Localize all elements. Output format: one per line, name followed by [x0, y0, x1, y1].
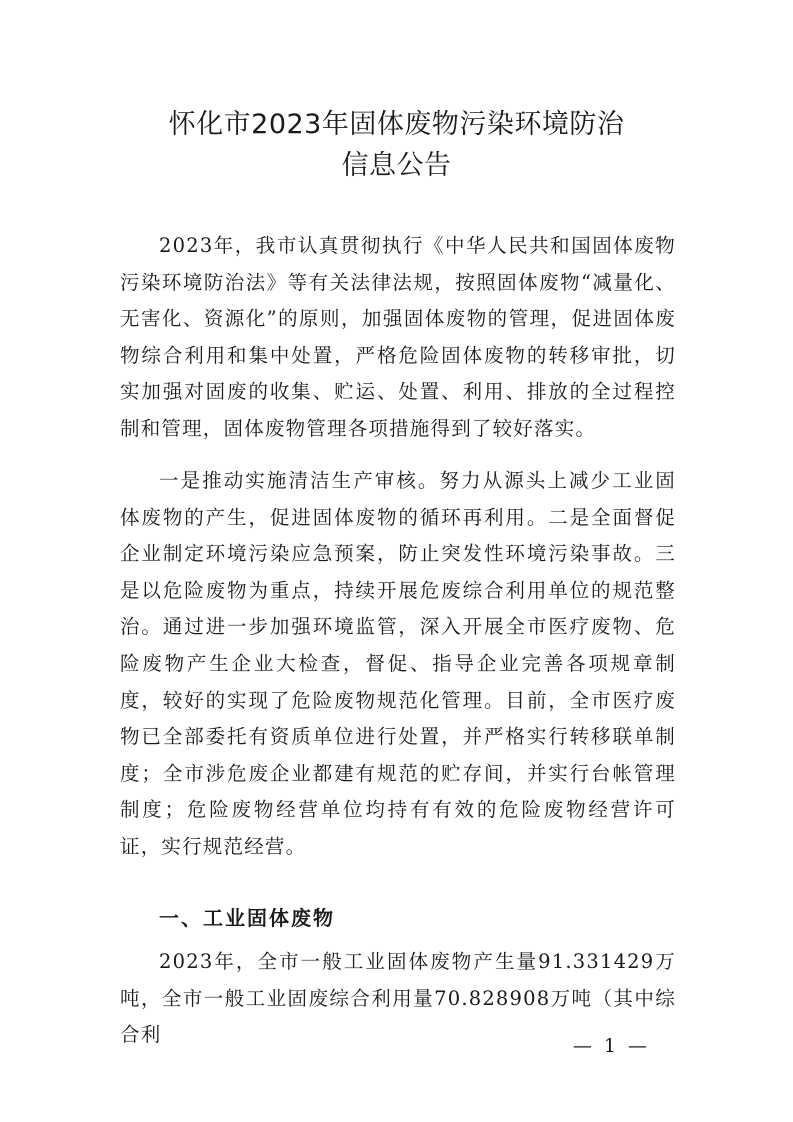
document-title-line-2: 信息公告	[341, 150, 452, 181]
section-heading-industrial-solid-waste: 一、工业固体废物	[159, 906, 335, 930]
paragraph-intro: 2023年，我市认真贯彻执行《中华人民共和国固体废物污染环境防治法》等有关法律法规，按照固体废物“减量化、无害化、资源化”的原则，加强固体废物的管理，促进固体废物综合利用和集中处置，严格危险固体废物的转移审批，切实加强对固废的收集、贮运、处置、利用、排放的全过程控制和管理，固体废物管理各项措施得到了较好落实。	[120, 234, 676, 440]
paragraph-measures: 一是推动实施清洁生产审核。努力从源头上减少工业固体废物的产生，促进固体废物的循环再利用。二是全面督促企业制定环境污染应急预案，防止突发性环境污染事故。三是以危险废物为重点，持续开展危废综合利用单位的规范整治。通过进一步加强环境监管，深入开展全市医疗废物、危险废物产生企业大检查，督促、指导企业完善各项规章制度，较好的实现了危险废物规范化管理。目前，全市医疗废物已全部委托有资质单位进行处置，并严格实行转移联单制度；全市涉危废企业都建有规范的贮存间，并实行台帐管理制度；危险废物经营单位均持有有效的危险废物经营许可证，实行规范经营。	[120, 469, 676, 858]
paragraph-industrial-data: 2023年，全市一般工业固体废物产生量91.331429万吨，全市一般工业固废综合利用量70.828908万吨（其中综合利	[120, 950, 676, 1047]
document-title-line-1: 怀化市2023年固体废物污染环境防治	[168, 109, 625, 140]
page-number: — 1 —	[572, 1035, 650, 1057]
